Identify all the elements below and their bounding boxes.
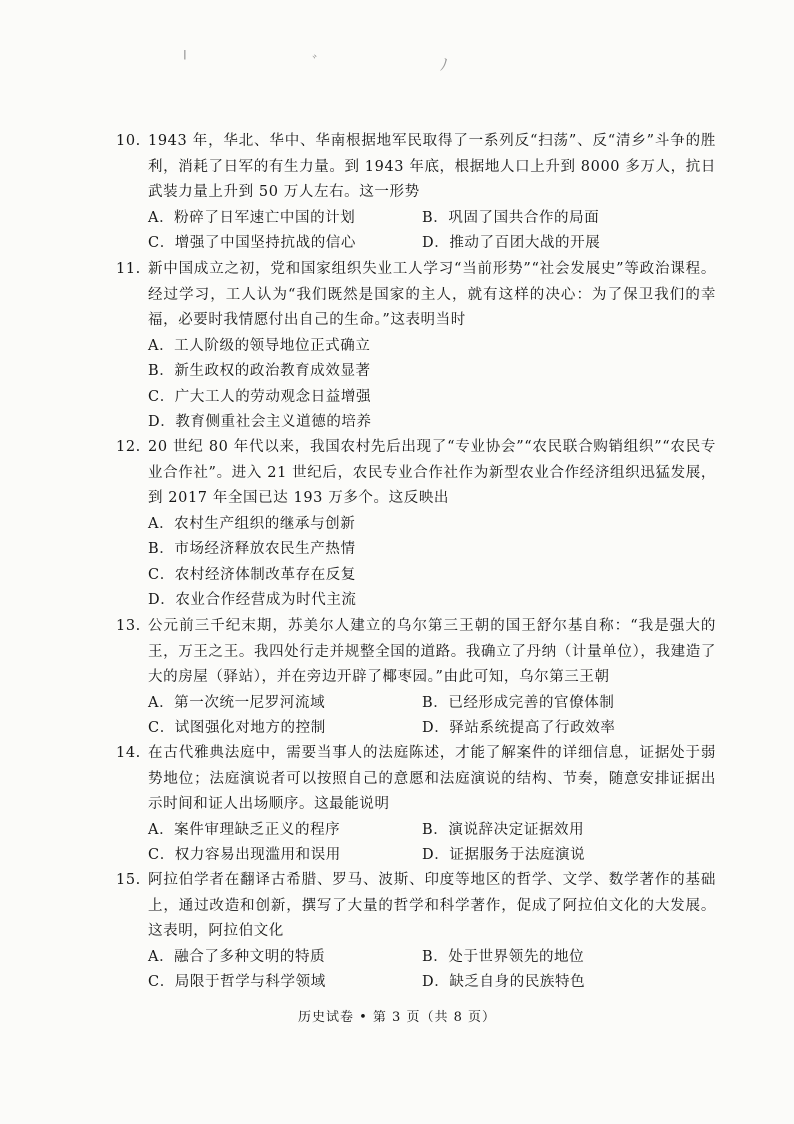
scan-artifact-mark: ﾉ <box>440 55 449 74</box>
question-stem <box>116 614 716 691</box>
question-text: 在古代雅典法庭中，需要当事人的法庭陈述，才能了解案件的详细信息，证据处于弱势地位；法庭演说者可以按照自己的意愿和法庭演说的结构、节奏，随意安排证据出示时间和证人出场顺序。这最能说明 <box>148 745 716 812</box>
option-c[interactable]: C．广大工人的劳动观念日益增强 <box>148 388 372 405</box>
option-b[interactable]: B．演说辞决定证据效用 <box>422 821 585 838</box>
option-b[interactable]: B．巩固了国共合作的局面 <box>422 209 600 226</box>
question-number: 13. <box>116 618 141 634</box>
question-number: 14. <box>116 745 141 761</box>
question-12 <box>116 435 716 614</box>
option-b[interactable]: B．新生政权的政治教育成效显著 <box>148 363 371 379</box>
options <box>116 512 716 614</box>
options <box>116 334 716 436</box>
page-footer: 历史试卷 • 第 3 页（共 8 页） <box>297 1010 496 1025</box>
question-15 <box>116 868 716 996</box>
option-c[interactable]: C．农村经济体制改革存在反复 <box>148 566 356 583</box>
option-c[interactable]: C．局限于哲学与科学领域 <box>148 974 326 990</box>
option-a[interactable]: A．融合了多种文明的特质 <box>148 948 326 965</box>
option-a[interactable]: A．案件审理缺乏正义的程序 <box>148 821 341 838</box>
options <box>116 691 716 742</box>
question-text: 阿拉伯学者在翻译古希腊、罗马、波斯、印度等地区的哲学、文学、数学著作的基础上，通过改造和创新，撰写了大量的哲学和科学著作，促成了阿拉伯文化的大发展。这表明，阿拉伯文化 <box>148 872 716 939</box>
option-d[interactable]: D．证据服务于法庭演说 <box>422 847 586 863</box>
options <box>116 818 716 869</box>
question-text: 20 世纪 80 年代以来，我国农村先后出现了“专业协会”“农民联合购销组织”“农民专业合作社”。进入 21 世纪后，农民专业合作社作为新型农业合作经济组织迅猛发展，到 2017 年全国已达 193 万多个。这反映出 <box>148 439 716 506</box>
question-text: 新中国成立之初，党和国家组织失业工人学习“当前形势”“社会发展史”等政治课程。经过学习，工人认为“我们既然是国家的主人，就有这样的决心：为了保卫我们的幸福，必要时我情愿付出自己的生命。”这表明当时 <box>148 261 716 328</box>
option-a[interactable]: A．粉碎了日军速亡中国的计划 <box>148 209 356 226</box>
question-10 <box>116 129 716 257</box>
question-14 <box>116 741 716 869</box>
option-d[interactable]: D．驿站系统提高了行政效率 <box>422 720 616 736</box>
question-11 <box>116 257 716 436</box>
scan-artifact-mark: ﾞ <box>312 53 321 72</box>
question-text: 1943 年，华北、华中、华南根据地军民取得了一系列反“扫荡”、反“清乡”斗争的胜利，消耗了日军的有生力量。到 1943 年底，根据地人口上升到 8000 多万人，抗日武装力量上升到 50 万人左右。这一形势 <box>148 133 716 200</box>
question-stem <box>116 435 716 512</box>
option-a[interactable]: A．第一次统一尼罗河流域 <box>148 694 326 711</box>
option-b[interactable]: B．市场经济释放农民生产热情 <box>148 541 356 557</box>
question-stem <box>116 257 716 334</box>
option-c[interactable]: C．增强了中国坚持抗战的信心 <box>148 235 356 251</box>
option-b[interactable]: B．处于世界领先的地位 <box>422 948 585 965</box>
options <box>116 945 716 996</box>
option-c[interactable]: C．试图强化对地方的控制 <box>148 720 326 736</box>
question-stem <box>116 741 716 818</box>
question-stem <box>116 868 716 945</box>
question-text: 公元前三千纪末期，苏美尔人建立的乌尔第三王朝的国王舒尔基自称：“我是强大的王，万王之王。我四处行走并规整全国的道路。我确立了丹纳（计量单位），我建造了大的房屋（驿站），并在旁边开辟了椰枣园。”由此可知，乌尔第三王朝 <box>148 618 716 685</box>
scan-artifact-mark: ╵ <box>180 50 190 69</box>
option-a[interactable]: A．农村生产组织的继承与创新 <box>148 515 356 532</box>
option-c[interactable]: C．权力容易出现滥用和误用 <box>148 847 341 863</box>
options <box>116 206 716 257</box>
option-a[interactable]: A．工人阶级的领导地位正式确立 <box>148 337 371 354</box>
question-number: 10. <box>116 133 141 149</box>
question-stem <box>116 129 716 206</box>
option-d[interactable]: D．教育侧重社会主义道德的培养 <box>148 414 372 430</box>
question-number: 12. <box>116 439 141 455</box>
option-b[interactable]: B．已经形成完善的官僚体制 <box>422 694 615 711</box>
option-d[interactable]: D．推动了百团大战的开展 <box>422 235 601 251</box>
option-d[interactable]: D．农业合作经营成为时代主流 <box>148 592 357 608</box>
question-13 <box>116 614 716 742</box>
question-number: 11. <box>116 261 141 277</box>
option-d[interactable]: D．缺乏自身的民族特色 <box>422 974 586 990</box>
question-number: 15. <box>116 872 141 888</box>
